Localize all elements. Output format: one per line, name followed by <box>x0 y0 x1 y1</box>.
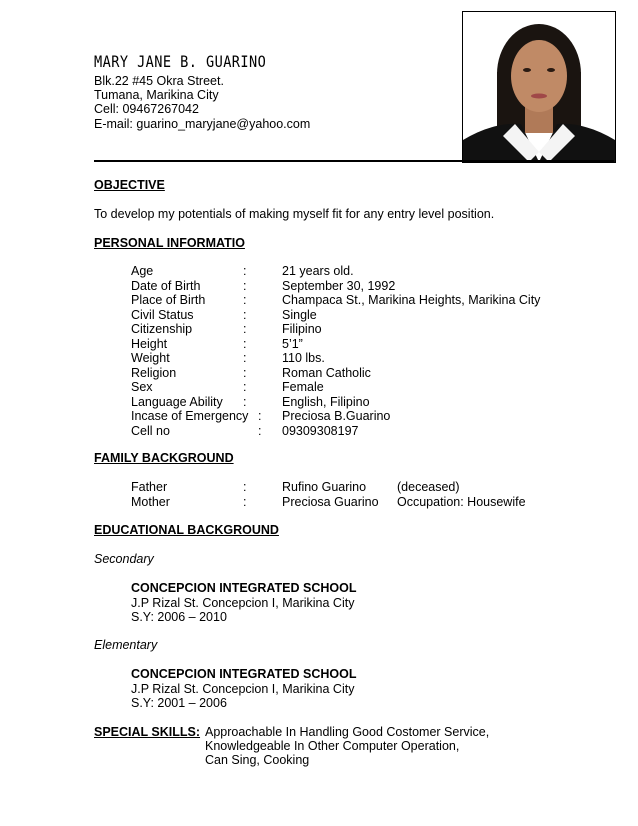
personal-info-value: 21 years old. <box>282 264 354 278</box>
personal-info-colon: : <box>243 365 247 380</box>
personal-info-colon: : <box>243 394 247 409</box>
father-note: (deceased) <box>397 480 460 494</box>
personal-info-label: Weight <box>131 351 170 365</box>
personal-info-colon: : <box>243 278 247 293</box>
personal-info-label: Cell no <box>131 423 170 438</box>
mother-colon: : <box>243 495 247 509</box>
skill-line: Can Sing, Cooking <box>205 753 310 767</box>
elementary-level: Elementary <box>94 638 158 652</box>
mother-note: Occupation: Housewife <box>397 495 526 509</box>
personal-info-value: 09309308197 <box>282 423 359 438</box>
personal-info-heading: PERSONAL INFORMATIO <box>94 236 245 250</box>
applicant-name: MARY JANE B. GUARINO <box>94 52 267 71</box>
personal-info-colon: : <box>243 380 247 394</box>
personal-info-value: English, Filipino <box>282 394 370 409</box>
personal-info-value: Single <box>282 307 317 322</box>
personal-info-label: Incase of Emergency <box>131 409 249 423</box>
personal-info-value: Filipino <box>282 322 322 336</box>
personal-info-label: Language Ability <box>131 394 223 409</box>
elementary-school: CONCEPCION INTEGRATED SCHOOL <box>131 667 357 681</box>
father-colon: : <box>243 480 247 494</box>
secondary-address: J.P Rizal St. Concepcion I, Marikina City <box>131 596 355 610</box>
father-name: Rufino Guarino <box>282 480 367 494</box>
personal-info-label: Citizenship <box>131 322 193 336</box>
secondary-school: CONCEPCION INTEGRATED SCHOOL <box>131 581 357 595</box>
personal-info-label: Civil Status <box>131 307 194 322</box>
elementary-address: J.P Rizal St. Concepcion I, Marikina City <box>131 682 355 696</box>
personal-info-value: 110 lbs. <box>282 351 325 365</box>
personal-info-value: Champaca St., Marikina Heights, Marikina City <box>282 293 541 307</box>
objective-heading: OBJECTIVE <box>94 178 165 192</box>
personal-info-label: Age <box>131 264 154 278</box>
mother-label: Mother <box>131 495 170 509</box>
personal-info-colon: : <box>243 264 247 278</box>
address-line-1: Blk.22 #45 Okra Street. <box>94 74 224 88</box>
profile-photo <box>462 11 616 163</box>
objective-text: To develop my potentials of making myself fit for any entry level position. <box>94 207 495 221</box>
personal-info-value: Preciosa B.Guarino <box>282 409 391 423</box>
elementary-school-year: S.Y: 2001 – 2006 <box>131 696 227 710</box>
personal-info-label: Sex <box>131 380 153 394</box>
family-heading: FAMILY BACKGROUND <box>94 451 234 465</box>
address-line-2: Tumana, Marikina City <box>94 88 219 102</box>
education-heading: EDUCATIONAL BACKGROUND <box>94 523 279 537</box>
personal-info-colon: : <box>243 351 247 365</box>
cell-number: Cell: 09467267042 <box>94 102 199 116</box>
skill-line: Knowledgeable In Other Computer Operation, <box>205 739 460 753</box>
personal-info-colon: : <box>258 423 262 438</box>
personal-info-value: Roman Catholic <box>282 365 371 380</box>
skill-line: Approachable In Handling Good Costomer Service, <box>205 725 490 739</box>
personal-info-value: Female <box>282 380 324 394</box>
personal-info-colon: : <box>258 409 262 423</box>
personal-info-label: Date of Birth <box>131 278 201 293</box>
personal-info-colon: : <box>243 307 247 322</box>
personal-info-colon: : <box>243 322 247 336</box>
secondary-level: Secondary <box>94 552 154 566</box>
personal-info-colon: : <box>243 336 247 351</box>
father-label: Father <box>131 480 168 494</box>
personal-info-value: September 30, 1992 <box>282 278 396 293</box>
mother-name: Preciosa Guarino <box>282 495 379 509</box>
email-address: E-mail: guarino_maryjane@yahoo.com <box>94 117 311 131</box>
secondary-school-year: S.Y: 2006 – 2010 <box>131 610 227 624</box>
personal-info-label: Place of Birth <box>131 293 206 307</box>
personal-info-label: Height <box>131 336 168 351</box>
personal-info-value: 5’1” <box>282 336 303 351</box>
skills-heading: SPECIAL SKILLS: <box>94 725 201 739</box>
personal-info-label: Religion <box>131 365 177 380</box>
header-divider <box>94 160 614 162</box>
personal-info-colon: : <box>243 293 247 307</box>
